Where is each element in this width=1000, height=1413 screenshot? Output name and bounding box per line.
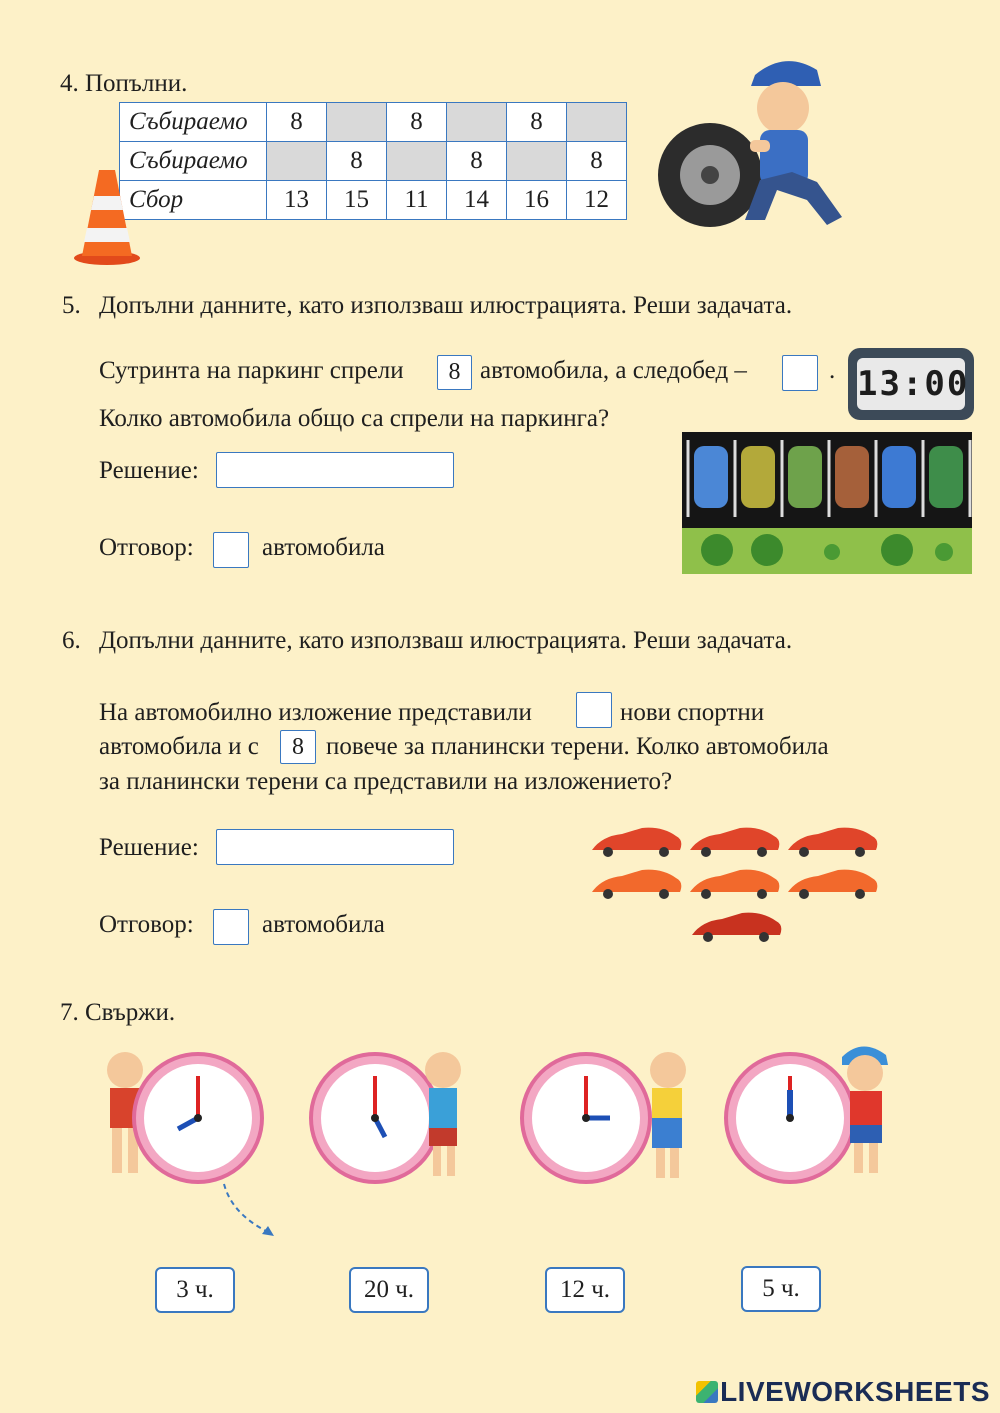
- task5-period: .: [829, 357, 836, 384]
- answer-unit: автомобила: [262, 534, 385, 561]
- kid-with-clock-3: [518, 1040, 708, 1190]
- dashed-arrow-icon: [222, 1182, 282, 1240]
- table-cell: 12: [567, 181, 627, 220]
- table-row: [120, 103, 627, 142]
- task6-number: 6.: [62, 627, 81, 654]
- boy-with-tire-illustration: [655, 40, 895, 240]
- answer-unit: автомобила: [262, 911, 385, 938]
- solution-label: Решение:: [99, 834, 199, 861]
- table-cell: 8: [507, 103, 567, 142]
- task5-text: Сутринта на паркинг спрели: [99, 357, 404, 384]
- answer-label: Отговор:: [99, 911, 194, 938]
- answer-cell[interactable]: [267, 142, 327, 181]
- answer-cell[interactable]: [327, 103, 387, 142]
- task7-heading: 7. Свържи.: [60, 999, 176, 1026]
- table-cell: 11: [387, 181, 447, 220]
- hour-option-12[interactable]: 12 ч.: [545, 1267, 625, 1313]
- addition-table: [119, 102, 627, 220]
- flip-clock-icon: [848, 348, 974, 420]
- hour-option-20[interactable]: 20 ч.: [349, 1267, 429, 1313]
- answer-cell[interactable]: [507, 142, 567, 181]
- answer-cell[interactable]: [387, 142, 447, 181]
- hour-option-3[interactable]: 3 ч.: [155, 1267, 235, 1313]
- cars-morning-box[interactable]: 8: [437, 355, 472, 390]
- table-cell: 8: [267, 103, 327, 142]
- task6-solution-input[interactable]: [216, 829, 454, 865]
- liveworksheets-logo: [696, 1376, 990, 1408]
- table-cell: 16: [507, 181, 567, 220]
- task4-heading: 4. Попълни.: [60, 70, 188, 97]
- table-cell: 14: [447, 181, 507, 220]
- answer-cell[interactable]: [447, 103, 507, 142]
- table-row: [120, 142, 627, 181]
- row-label: Сбор: [120, 181, 267, 220]
- more-cars-box[interactable]: 8: [280, 730, 316, 764]
- traffic-cone-illustration: [72, 168, 142, 268]
- task5-instruction: Допълни данните, като използваш илюстрацията. Реши задачата.: [99, 292, 793, 319]
- row-label: Събираемо: [120, 103, 267, 142]
- kid-with-clock-1: [100, 1040, 270, 1190]
- kid-with-clock-2: [305, 1040, 485, 1190]
- sports-cars-input[interactable]: [576, 692, 612, 728]
- table-cell: 8: [567, 142, 627, 181]
- clock-display: 13:00: [857, 358, 965, 410]
- table-cell: 13: [267, 181, 327, 220]
- logo-text: LIVEWORKSHEETS: [720, 1376, 990, 1407]
- table-cell: 8: [447, 142, 507, 181]
- answer-label: Отговор:: [99, 534, 194, 561]
- answer-cell[interactable]: [567, 103, 627, 142]
- task5-question: Колко автомобила общо са спрели на паркинга?: [99, 405, 610, 432]
- task6-question: за планински терени са представили на изложението?: [99, 768, 673, 795]
- task6-instruction: Допълни данните, като използваш илюстрацията. Реши задачата.: [99, 627, 793, 654]
- task5-number: 5.: [62, 292, 81, 319]
- task6-text: нови спортни: [620, 699, 765, 726]
- kid-with-clock-4: [722, 1035, 912, 1190]
- task5-solution-input[interactable]: [216, 452, 454, 488]
- parking-lot-illustration: [682, 432, 972, 574]
- solution-label: Решение:: [99, 457, 199, 484]
- table-cell: 15: [327, 181, 387, 220]
- table-cell: 8: [387, 103, 447, 142]
- hour-option-5[interactable]: 5 ч.: [741, 1266, 821, 1312]
- sports-cars-illustration: [588, 820, 878, 950]
- row-label: Събираемо: [120, 142, 267, 181]
- task6-text: На автомобилно изложение представили: [99, 699, 532, 726]
- logo-icon: [696, 1381, 718, 1403]
- table-cell: 8: [327, 142, 387, 181]
- task5-answer-input[interactable]: [213, 532, 249, 568]
- table-row: [120, 181, 627, 220]
- cars-afternoon-input[interactable]: [782, 355, 818, 391]
- task5-text: автомобила, а следобед –: [480, 357, 747, 384]
- task6-text: повече за планински терени. Колко автомобила: [326, 733, 829, 760]
- task6-answer-input[interactable]: [213, 909, 249, 945]
- task6-text: автомобила и с: [99, 733, 259, 760]
